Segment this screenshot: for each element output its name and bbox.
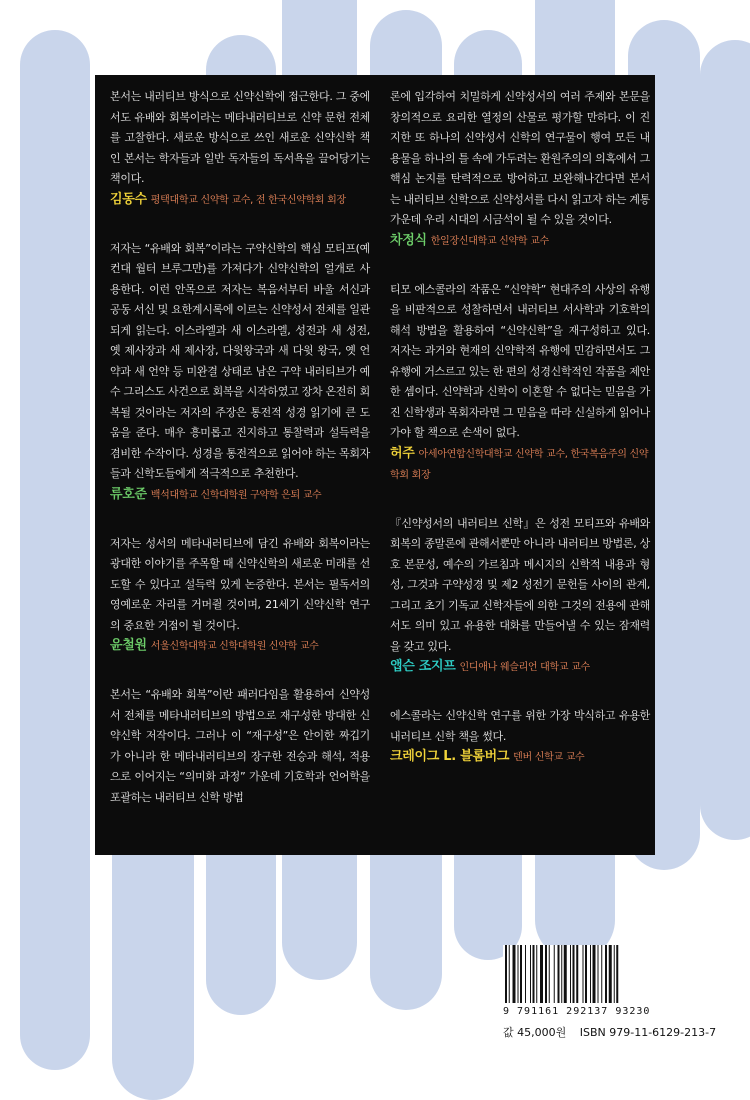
endorser-name: 앱슨 조지프 (390, 659, 456, 674)
barcode-bar (616, 945, 618, 1003)
endorsements-panel (95, 75, 655, 855)
right-column (390, 87, 650, 796)
endorser-affiliation: 인디애나 웨슬리언 대학교 교수 (459, 662, 590, 673)
price-isbn-line (503, 1024, 726, 1040)
barcode-bar (525, 945, 526, 1003)
price: 값 45,000원 (503, 1026, 567, 1039)
barcode-bar (585, 945, 587, 1003)
barcode-bar (593, 945, 596, 1003)
endorsement-text: 티모 에스콜라의 작품은 “신약학” 현대주의 사상의 유행을 비판적으로 성찰하면서 내러티브 서사학과 기호학의 해석 방법을 활용하여 “신약신학”을 재구성하고 있다. 저자는 과거와 현재의 신약학적 유행에 민감하면서도 그 유행에 거스르고 있는 한 편의 성경신학적인 작품을 제안한 셈이다. 신약학과 신학이 이혼할 수 없다는 믿음을 가진 신학생과 목회자라면 그 믿음을 따라 신실하게 읽어나가야 할 책으로 손색이 없다. (390, 282, 650, 439)
endorsement-attribution (390, 657, 650, 678)
barcode-bar (573, 945, 575, 1003)
barcode-bar (545, 945, 547, 1003)
barcode-bar (554, 945, 555, 1003)
barcode-digits: 9 791161 292137 93230 (503, 1006, 651, 1017)
endorsement-text: 본서는 “유배와 회복”이란 패러다임을 활용하여 신약성서 전체를 메타내러티브의 방법으로 재구성한 방대한 신약신학 저작이다. 그러나 이 “재구성”은 안이한 짜깁기가 아니라 한 메타내러티브의 장구한 전승과 해석, 적용으로 이어지는 “의미화 과정” 가운데 기호학과 언어학을 포괄하는 내러티브 신학 방법 (110, 688, 370, 804)
barcode-bar (564, 945, 567, 1003)
barcode-bar (583, 945, 584, 1003)
endorsement (390, 87, 650, 252)
endorsement-text: 『신약성서의 내러티브 신학』은 성전 모티프와 유배와 회복의 종말론에 관해서뿐만 아니라 내러티브 방법론, 상호 본문성, 예수의 가르침과 메시지의 신학적 내용과 형성, 그것과 구약성경 및 제2 성전기 문헌들 사이의 관계, 그리고 초기 기독교 신학자들에 의한 그것의 전용에 관해서도 의미 있고 유용한 대화를 만들어낼 수 있는 잠재력을 갖고 있다. (390, 516, 650, 653)
endorser-name: 허주 (390, 445, 415, 461)
background-stripe (700, 40, 750, 840)
endorsement-attribution (390, 747, 650, 768)
barcode-bar (598, 945, 599, 1003)
barcode-bar (513, 945, 516, 1003)
isbn-barcode (503, 945, 663, 1025)
endorser-affiliation: 아세아연합신학대학교 신약학 교수, 한국복음주의 신약학회 회장 (390, 448, 649, 481)
endorsement-attribution (110, 636, 370, 657)
barcode-bar (576, 945, 578, 1003)
endorsement-text: 론에 입각하여 치밀하게 신약성서의 여러 주제와 본문을 창의적으로 요리한 열정의 산물로 평가할 만하다. 이 진지한 또 하나의 신약성서 신학의 연구물이 행여 모든 내용물을 하나의 틀 속에 가두려는 환원주의의 의혹에서 그 핵심 논지를 탄력적으로 방어하고 보완해나간다면 본서는 내러티브 신학으로 신약성서를 다시 읽고자 하는 계통 가운데 우리 시대의 시금석이 될 수 있을 것이다. (390, 90, 650, 226)
barcode-bar (540, 945, 543, 1003)
barcode-bar (505, 945, 507, 1003)
barcode-bar (590, 945, 591, 1003)
endorsement-attribution (390, 444, 650, 486)
left-column (110, 87, 370, 836)
endorsement-attribution (110, 190, 370, 211)
endorsement-text: 본서는 내러티브 방식으로 신약신학에 접근한다. 그 중에서도 유배와 회복이라는 메타내러티브로 신약 문헌 전체를 고찰한다. 새로운 방식으로 쓰인 새로운 신약신학 책인 본서는 학자들과 일반 독자들의 독서욕을 끌어당기는 책이다. (110, 90, 370, 185)
endorser-name: 윤철원 (110, 638, 147, 653)
endorsement-text: 저자는 “유배와 회복”이라는 구약신학의 핵심 모티프(예컨대 월터 브루그만)를 가져다가 신약신학의 얼개로 사용한다. 이런 안목으로 저자는 복음서부터 바울 서신과 공동 서신 및 요한계시록에 이르는 신약성서 전체를 일관되게 읽는다. 이스라엘과 새 이스라엘, 성전과 새 성전, 옛 제사장과 새 제사장, 다윗왕국과 새 다윗 왕국, 옛 언약과 새 언약 등 미완결 상태로 남은 구약 내러티브가 예수 그리스도 사건으로 회복을 시작하였고 장차 온전히 회복될 것이라는 저자의 주장은 통전적 성경 읽기에 큰 도움을 준다. 매우 흥미롭고 진지하고 통찰력과 설득력을 겸비한 수작이다. 성경을 통전적으로 읽어야 하는 목회자들과 신학도들에게 적극적으로 추천한다. (110, 241, 370, 480)
barcode-bar (570, 945, 571, 1003)
endorsement (110, 239, 370, 506)
endorsement-text: 저자는 성서의 메타내러티브에 담긴 유배와 회복이라는 광대한 이야기를 주목할 때 신약신학의 새로운 미래를 선도할 수 있다고 설득력 있게 논증한다. 본서는 필독서의 영예로운 자리를 거머쥘 것이며, 21세기 신약신학 연구의 중요한 거점이 될 것이다. (110, 536, 370, 632)
barcode-bar (509, 945, 510, 1003)
endorsement (390, 706, 650, 768)
endorser-affiliation: 한일장신대학교 신약학 교수 (430, 235, 549, 247)
endorsement (110, 534, 370, 658)
endorsement-attribution (390, 231, 650, 252)
endorser-affiliation: 서울신학대학교 신학대학원 신약학 교수 (150, 641, 319, 652)
background-stripe (20, 30, 90, 1070)
barcode-bar (533, 945, 535, 1003)
barcode-bar (601, 945, 602, 1003)
endorsement (390, 280, 650, 486)
barcode-bar (561, 945, 562, 1003)
barcode-bar (520, 945, 522, 1003)
barcode-bar (605, 945, 607, 1003)
endorsement (110, 87, 370, 211)
endorsement (390, 514, 650, 679)
barcode-bar (614, 945, 615, 1003)
barcode-bars (503, 945, 663, 1005)
barcode-bar (558, 945, 560, 1003)
endorsement (110, 685, 370, 808)
endorser-affiliation: 평택대학교 신약학 교수, 전 한국신약학회 회장 (150, 194, 346, 206)
endorsement-attribution (110, 485, 370, 506)
barcode-bar (536, 945, 537, 1003)
isbn: ISBN 979-11-6129-213-7 (579, 1026, 717, 1039)
endorsement-text: 에스콜라는 신약신학 연구를 위한 가장 박식하고 유용한 내러티브 신학 책을 썼다. (390, 709, 650, 743)
endorser-name: 류호준 (110, 486, 147, 502)
barcode-bar (518, 945, 519, 1003)
endorser-name: 차정식 (390, 232, 427, 248)
endorser-affiliation: 덴버 신학교 교수 (513, 752, 585, 763)
endorser-name: 크레이그 L. 블롬버그 (390, 749, 510, 764)
endorser-affiliation: 백석대학교 신학대학원 구약학 은퇴 교수 (150, 489, 322, 501)
endorser-name: 김동수 (110, 191, 147, 207)
barcode-bar (530, 945, 531, 1003)
barcode-bar (609, 945, 612, 1003)
barcode-bar (549, 945, 550, 1003)
